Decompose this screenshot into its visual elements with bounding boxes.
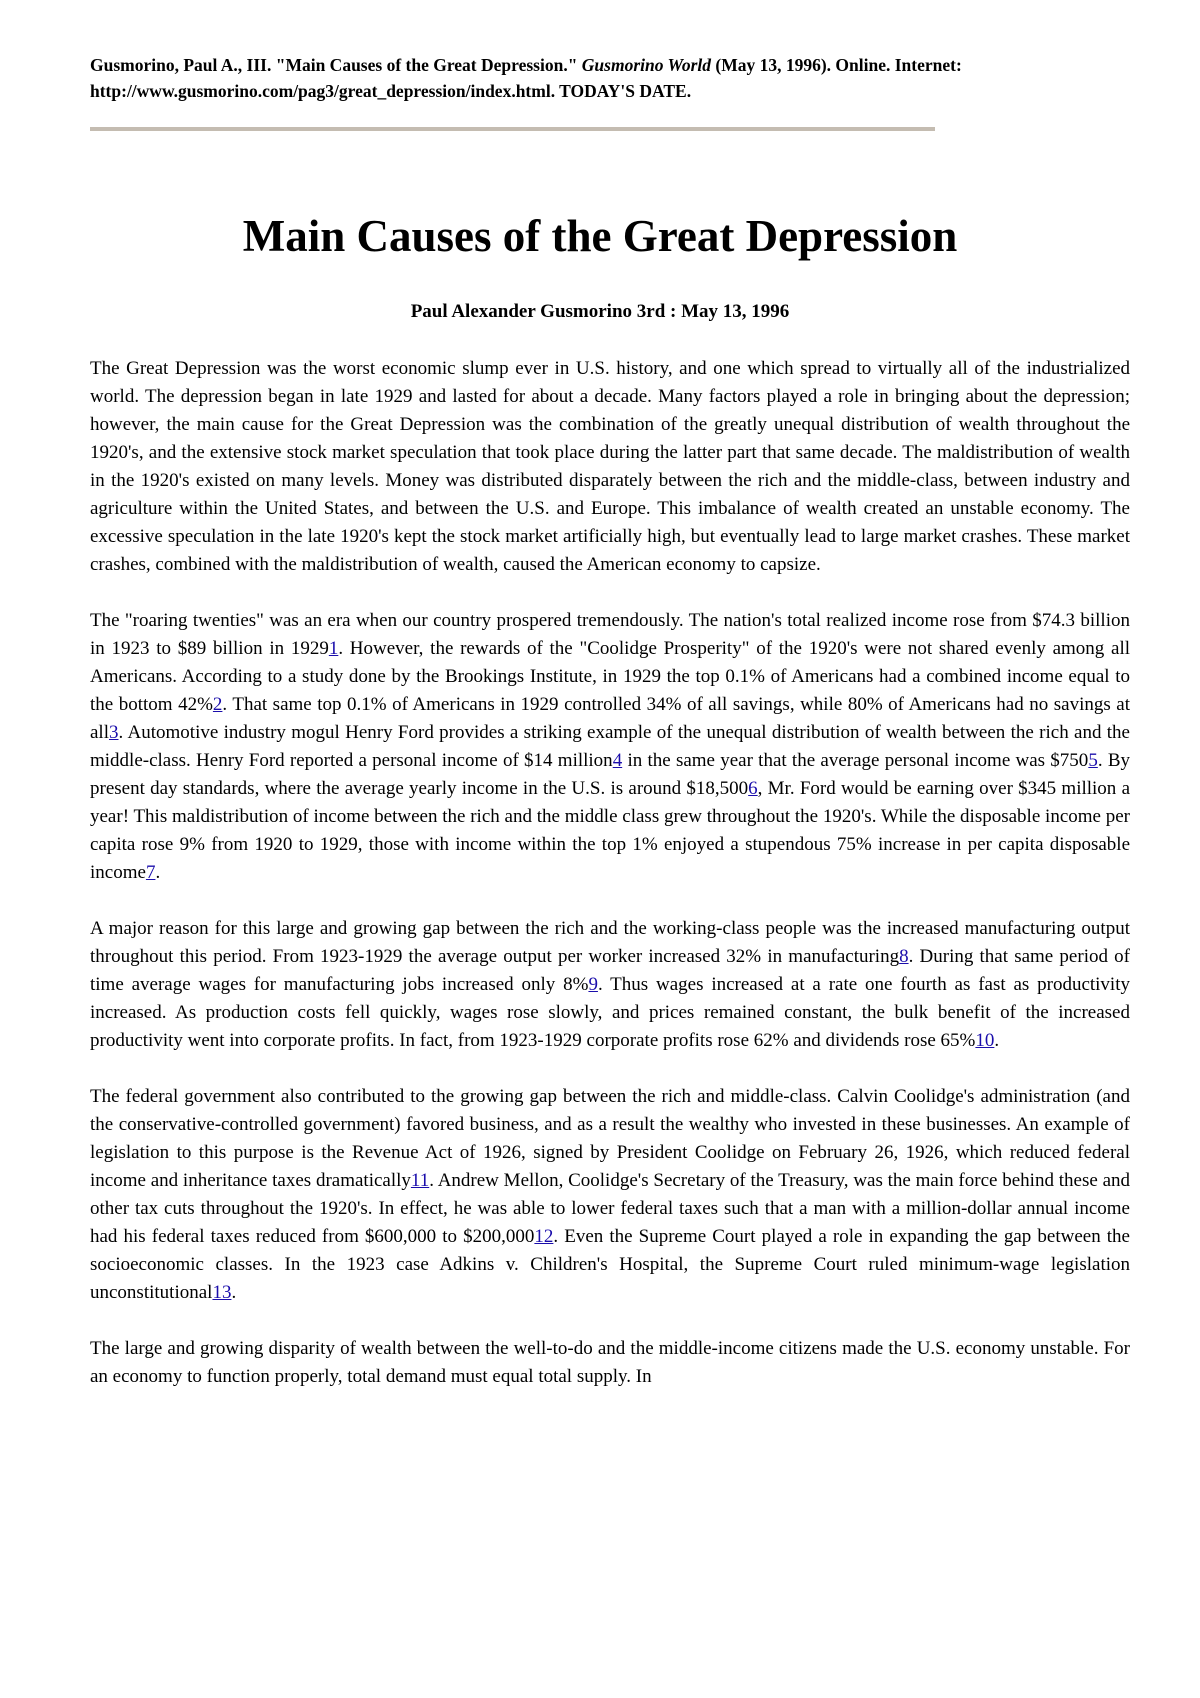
footnote-link-9[interactable]: 9 <box>588 974 598 995</box>
footnote-link-8[interactable]: 8 <box>899 946 909 967</box>
page-title: Main Causes of the Great Depression <box>242 211 958 261</box>
footnote-link-6[interactable]: 6 <box>748 778 758 799</box>
footnote-link-7[interactable]: 7 <box>145 862 156 883</box>
text-run: . By present day standards, where the average yearly income in the U.S. is around $18,500 <box>90 750 1130 799</box>
text-run: . Thus wages increased at a rate one fourth as fast as productivity increased. As production costs fell quickly, wages rose slowly, and prices remained constant, the bulk benefit of the increased productivity went into corporate profits. In fact, from 1923-1929 corporate profits rose 62% and dividends rose 65% <box>90 974 1130 1051</box>
text-run: . That same top 0.1% of Americans in 1929 controlled 34% of all savings, while 80% of Americans had no savings at all <box>90 694 1130 743</box>
citation-text-rest: (May 13, 1996). Online. Internet: http://www.gusmorino.com/pag3/great_depression/index.html. TODAY'S DATE. <box>90 55 962 101</box>
text-run: . <box>155 862 161 883</box>
horizontal-rule <box>90 127 935 131</box>
footnote-link-3[interactable]: 3 <box>109 722 119 743</box>
text-run: . <box>994 1030 1000 1051</box>
footnote-link-4[interactable]: 4 <box>612 750 623 771</box>
footnote-link-10[interactable]: 10 <box>975 1030 995 1051</box>
paragraph-2 <box>90 607 1130 887</box>
byline: Paul Alexander Gusmorino 3rd : May 13, 1996 <box>410 301 790 322</box>
text-run: , Mr. Ford would be earning over $345 million a year! This maldistribution of income between the rich and the middle class grew throughout the 1920's. While the disposable income per capita rose 9% from 1920 to 1929, those with income within the top 1% enjoyed a stupendous 75% increase in per capita disposable income <box>90 778 1130 883</box>
text-run: . Even the Supreme Court played a role in expanding the gap between the socioeconomic classes. In the 1923 case Adkins v. Children's Hospital, the Supreme Court ruled minimum-wage legislation unconstitutional <box>90 1226 1130 1303</box>
text-run: . During that same period of time average wages for manufacturing jobs increased only 8% <box>90 946 1130 995</box>
citation <box>90 52 1130 104</box>
footnote-link-13[interactable]: 13 <box>212 1282 232 1303</box>
footnote-link-12[interactable]: 12 <box>534 1226 554 1247</box>
text-run: . Automotive industry mogul Henry Ford provides a striking example of the unequal distribution of wealth between the rich and the middle-class. Henry Ford reported a personal income of $14 million <box>90 722 1130 771</box>
text-run: in the same year that the average personal income was $750 <box>622 750 1089 771</box>
footnote-link-5[interactable]: 5 <box>1088 750 1098 771</box>
citation-text: Gusmorino, Paul A., III. "Main Causes of the Great Depression." <box>90 55 582 75</box>
footnote-link-11[interactable]: 11 <box>410 1170 430 1191</box>
text-run: A major reason for this large and growing gap between the rich and the working-class people was the increased manufacturing output throughout this period. From 1923-1929 the average output per worker increased 32% in manufacturing <box>90 918 1130 967</box>
paragraph-4 <box>90 1083 1130 1307</box>
text-run: . <box>231 1282 237 1303</box>
footnote-link-2[interactable]: 2 <box>212 694 223 715</box>
paragraph-1: The Great Depression was the worst economic slump ever in U.S. history, and one which spread to virtually all of the industrialized world. The depression began in late 1929 and lasted for about a decade. Many factors played a role in bringing about the depression; however, the main cause for the Great Depression was the combination of the greatly unequal distribution of wealth throughout the 1920's, and the extensive stock market speculation that took place during the latter part that same decade. The maldistribution of wealth in the 1920's existed on many levels. Money was distributed disparately between the rich and the middle-class, between industry and agriculture within the United States, and between the U.S. and Europe. This imbalance of wealth created an unstable economy. The excessive speculation in the late 1920's kept the stock market artificially high, but eventually lead to large market crashes. These market crashes, combined with the maldistribution of wealth, caused the American economy to capsize. <box>90 358 1130 575</box>
text-run: The "roaring twenties" was an era when our country prospered tremendously. The nation's total realized income rose from $74.3 billion in 1923 to $89 billion in 1929 <box>90 610 1130 659</box>
article-body <box>90 355 1130 1419</box>
footnote-link-1[interactable]: 1 <box>328 638 339 659</box>
citation-site: Gusmorino World <box>581 55 711 75</box>
paragraph-3 <box>90 915 1130 1055</box>
text-run: . Andrew Mellon, Coolidge's Secretary of the Treasury, was the main force behind these and other tax cuts throughout the 1920's. In effect, he was able to lower federal taxes such that a man with a million-dollar annual income had his federal taxes reduced from $600,000 to $200,000 <box>90 1170 1130 1247</box>
text-run: . However, the rewards of the "Coolidge Prosperity" of the 1920's were not shared evenly among all Americans. According to a study done by the Brookings Institute, in 1929 the top 0.1% of Americans had a combined income equal to the bottom 42% <box>90 638 1131 715</box>
paragraph-5: The large and growing disparity of wealth between the well-to-do and the middle-income citizens made the U.S. economy unstable. For an economy to function properly, total demand must equal total supply. In <box>90 1338 1130 1387</box>
text-run: The federal government also contributed to the growing gap between the rich and middle-class. Calvin Coolidge's administration (and the conservative-controlled government) favored business, and as a result the wealthy who invested in these businesses. An example of legislation to this purpose is the Revenue Act of 1926, signed by President Coolidge on February 26, 1926, which reduced federal income and inheritance taxes dramatically <box>90 1086 1130 1191</box>
